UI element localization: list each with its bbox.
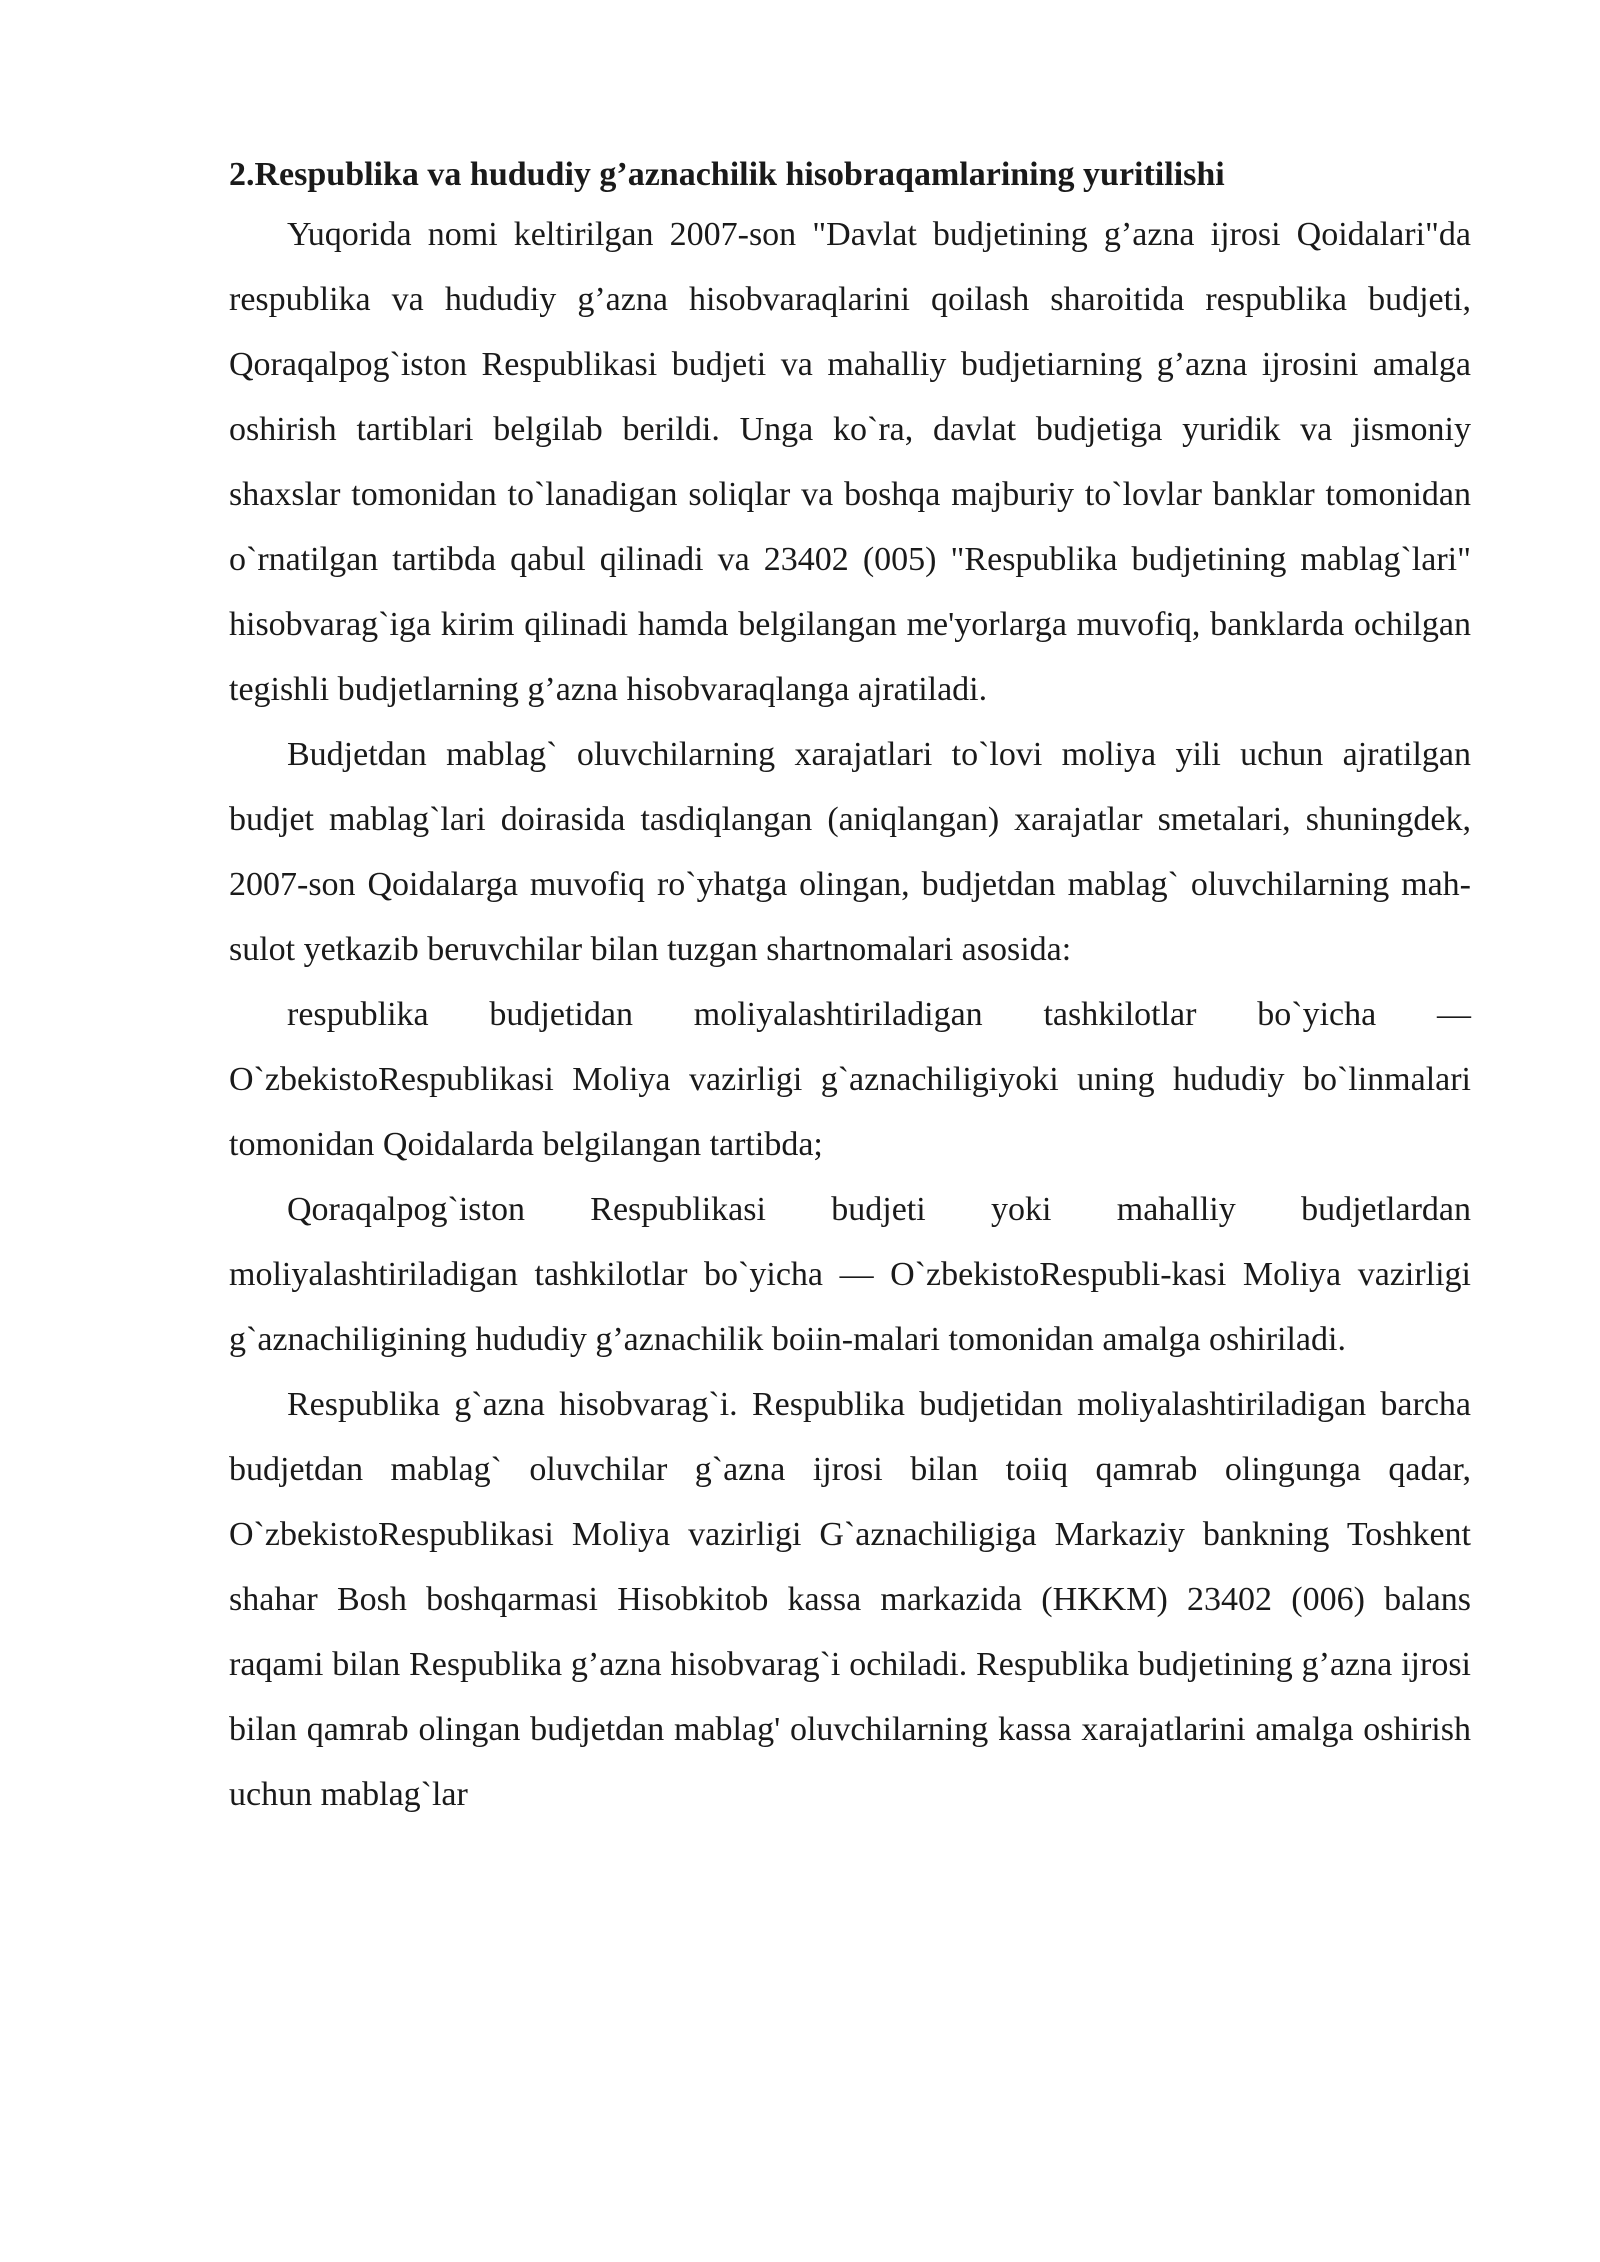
paragraph-republic-budget-item: respublika budjetidan moliyalashtiriladigan tashkilotlar bo`yicha — O`zbekistoRespublikasi Moliya vazirligi g`aznachiligiyoki uning hududiy bo`linmalari tomonidan Qoidalarda belgilangan tartibda; bbox=[229, 996, 1471, 1163]
paragraph-treasury-account: Respublika g`azna hisobvarag`i. Respublika budjetidan moliyalashtiriladigan barcha budjetdan mablag` oluvchilar g`azna ijrosi bilan toiiq qamrab olingunga qadar, O`zbekistoRespublikasi Moliya vazirligi G`aznachiligiga Markaziy bankning Toshkent shahar Bosh boshqarmasi Hisobkitob kassa markazida (HKKM) 23402 (006) balans raqami bilan Respublika g’azna hisobvarag`i ochiladi. Respublika budjetining g’azna ijrosi bilan qamrab olingan budjetdan mablag' oluvchilarning kassa xarajatlarini amalga oshirish uchun mablag`lar bbox=[229, 1386, 1471, 1813]
section-heading: 2.Respublika va hududiy g’aznachilik hisobraqamlarining yuritilishi bbox=[229, 156, 1225, 193]
paragraph-intro: Yuqorida nomi keltirilgan 2007-son "Davlat budjetining g’azna ijrosi Qoidalari"da respublika va hududiy g’azna hisobvaraqlarini qoilash sharoitida respublika budjeti, Qoraqalpog`iston Respublikasi budjeti va mahalliy budjetiarning g’azna ijrosini amalga oshirish tartiblari belgilab berildi. Unga ko`ra, davlat budjetiga yuridik va jismoniy shaxslar tomonidan to`lanadigan soliqlar va boshqa majburiy to`lovlar banklar tomonidan o`rnatilgan tartibda qabul qilinadi va 23402 (005) "Respublika budjetining mablag`lari" hisobvarag`iga kirim qilinadi hamda belgilangan me'yorlarga muvofiq, banklarda ochilgan tegishli budjetlarning g’azna hisobvaraqlanga ajratiladi. bbox=[229, 216, 1471, 708]
paragraph-local-budget-item: Qoraqalpog`iston Respublikasi budjeti yoki mahalliy budjetlardan moliyalashtiriladigan tashkilotlar bo`yicha — O`zbekistoRespubli-kasi Moliya vazirligi g`aznachiligining hududiy g’aznachilik boiin-malari tomonidan amalga oshiriladi. bbox=[229, 1191, 1471, 1358]
paragraph-expenditure-payments: Budjetdan mablag` oluvchilarning xarajatlari to`lovi moliya yili uchun ajratilgan budjet mablag`lari doirasida tasdiqlangan (aniqlangan) xarajatlar smetalari, shuningdek, 2007-son Qoidalarga muvofiq ro`yhatga olingan, budjetdan mablag` oluvchilarning mah-sulot yetkazib beruvchilar bilan tuzgan shartnomalari asosida: bbox=[229, 736, 1471, 968]
document-page bbox=[229, 148, 1471, 1827]
